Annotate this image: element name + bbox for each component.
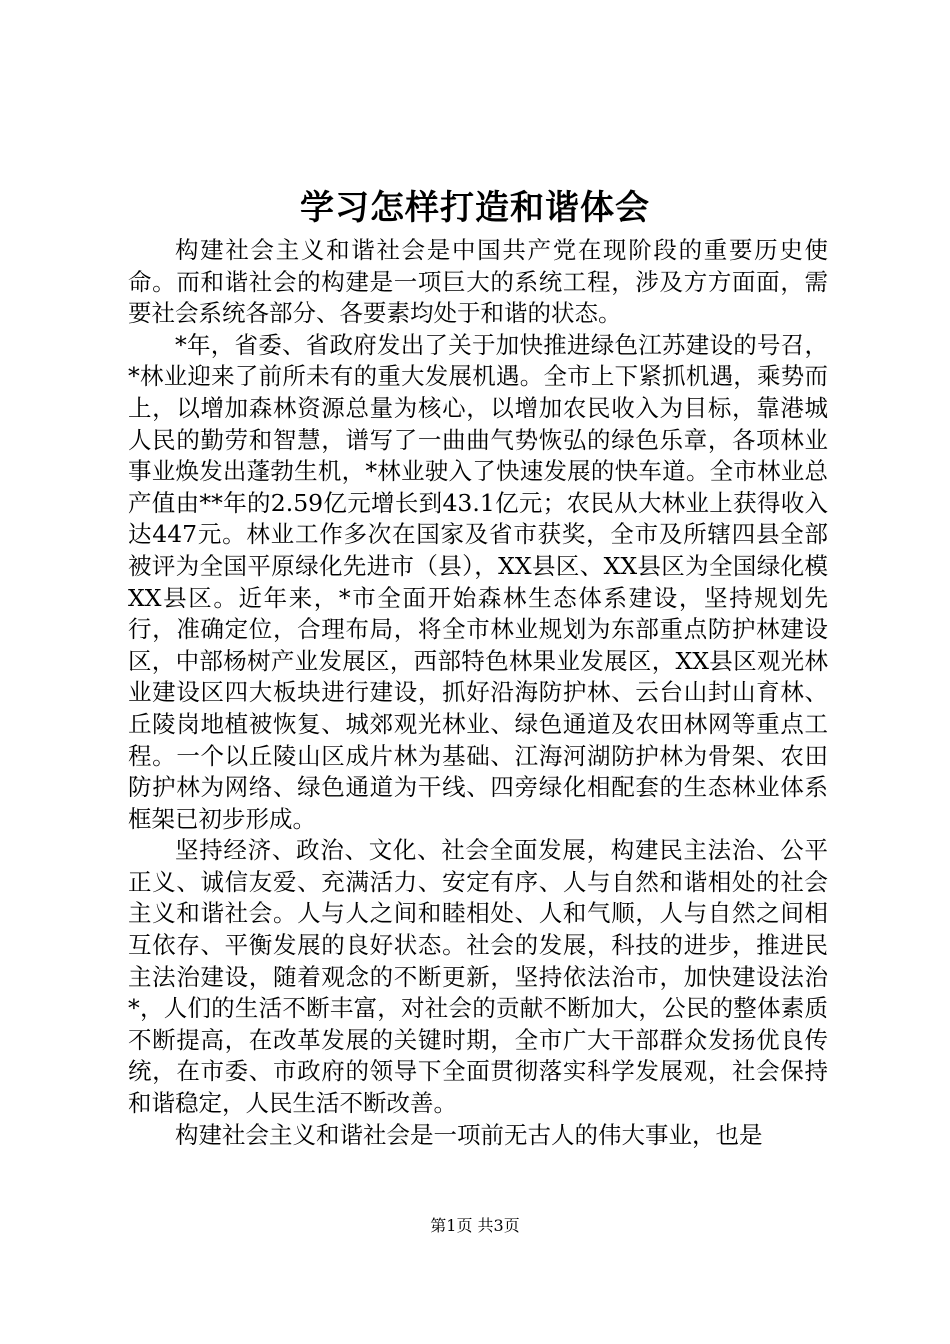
document-title: 学习怎样打造和谐体会 [300,188,650,228]
paragraph: 构建社会主义和谐社会是一项前无古人的伟大事业，也是 [175,1120,763,1149]
document-body [128,235,828,1151]
paragraph: 坚持经济、政治、文化、社会全面发展，构建民主法治、公平正义、诚信友爱、充满活力、安定有序、人与自然和谐相处的社会主义和谐社会。人与人之间和睦相处、人和气顺，人与自然之间相互依存、平衡发展的良好状态。社会的发展，科技的进步，推进民主法治建设，随着观念的不断更新，坚持依法治市，加快建设法治*，人们的生活不断丰富，对社会的贡献不断加大，公民的整体素质不断提高，在改革发展的关键时期，全市广大干部群众发扬优良传统，在市委、市政府的领导下全面贯彻落实科学发展观，社会保持和谐稳定，人民生活不断改善。 [128,836,828,1118]
paragraph: *年，省委、省政府发出了关于加快推进绿色江苏建设的号召，*林业迎来了前所未有的重大发展机遇。全市上下紧抓机遇，乘势而上，以增加森林资源总量为核心，以增加农民收入为目标，靠港城人民的勤劳和智慧，谱写了一曲曲气势恢弘的绿色乐章，各项林业事业焕发出蓬勃生机，*林业驶入了快速发展的快车道。全市林业总产值由**年的2.59亿元增长到43.1亿元；农民从大林业上获得收入达447元。林业工作多次在国家及省市获奖，全市及所辖四县全部被评为全国平原绿化先进市（县），XX县区、XX县区为全国绿化模XX县区。近年来，*市全面开始森林生态体系建设，坚持规划先行，准确定位，合理布局，将全市林业规划为东部重点防护林建设区，中部杨树产业发展区，西部特色林果业发展区，XX县区观光林业建设区四大板块进行建设，抓好沿海防护林、云台山封山育林、丘陵岗地植被恢复、城郊观光林业、绿色通道及农田林网等重点工程。一个以丘陵山区成片林为基础、江海河湖防护林为骨架、农田防护林为网络、绿色通道为干线、四旁绿化相配套的生态林业体系框架已初步形成。 [128,330,828,833]
paragraph: 构建社会主义和谐社会是中国共产党在现阶段的重要历史使命。而和谐社会的构建是一项巨大的系统工程，涉及方方面面，需要社会系统各部分、各要素均处于和谐的状态。 [128,236,828,328]
page-number-footer: 第1页 共3页 [430,1216,520,1235]
